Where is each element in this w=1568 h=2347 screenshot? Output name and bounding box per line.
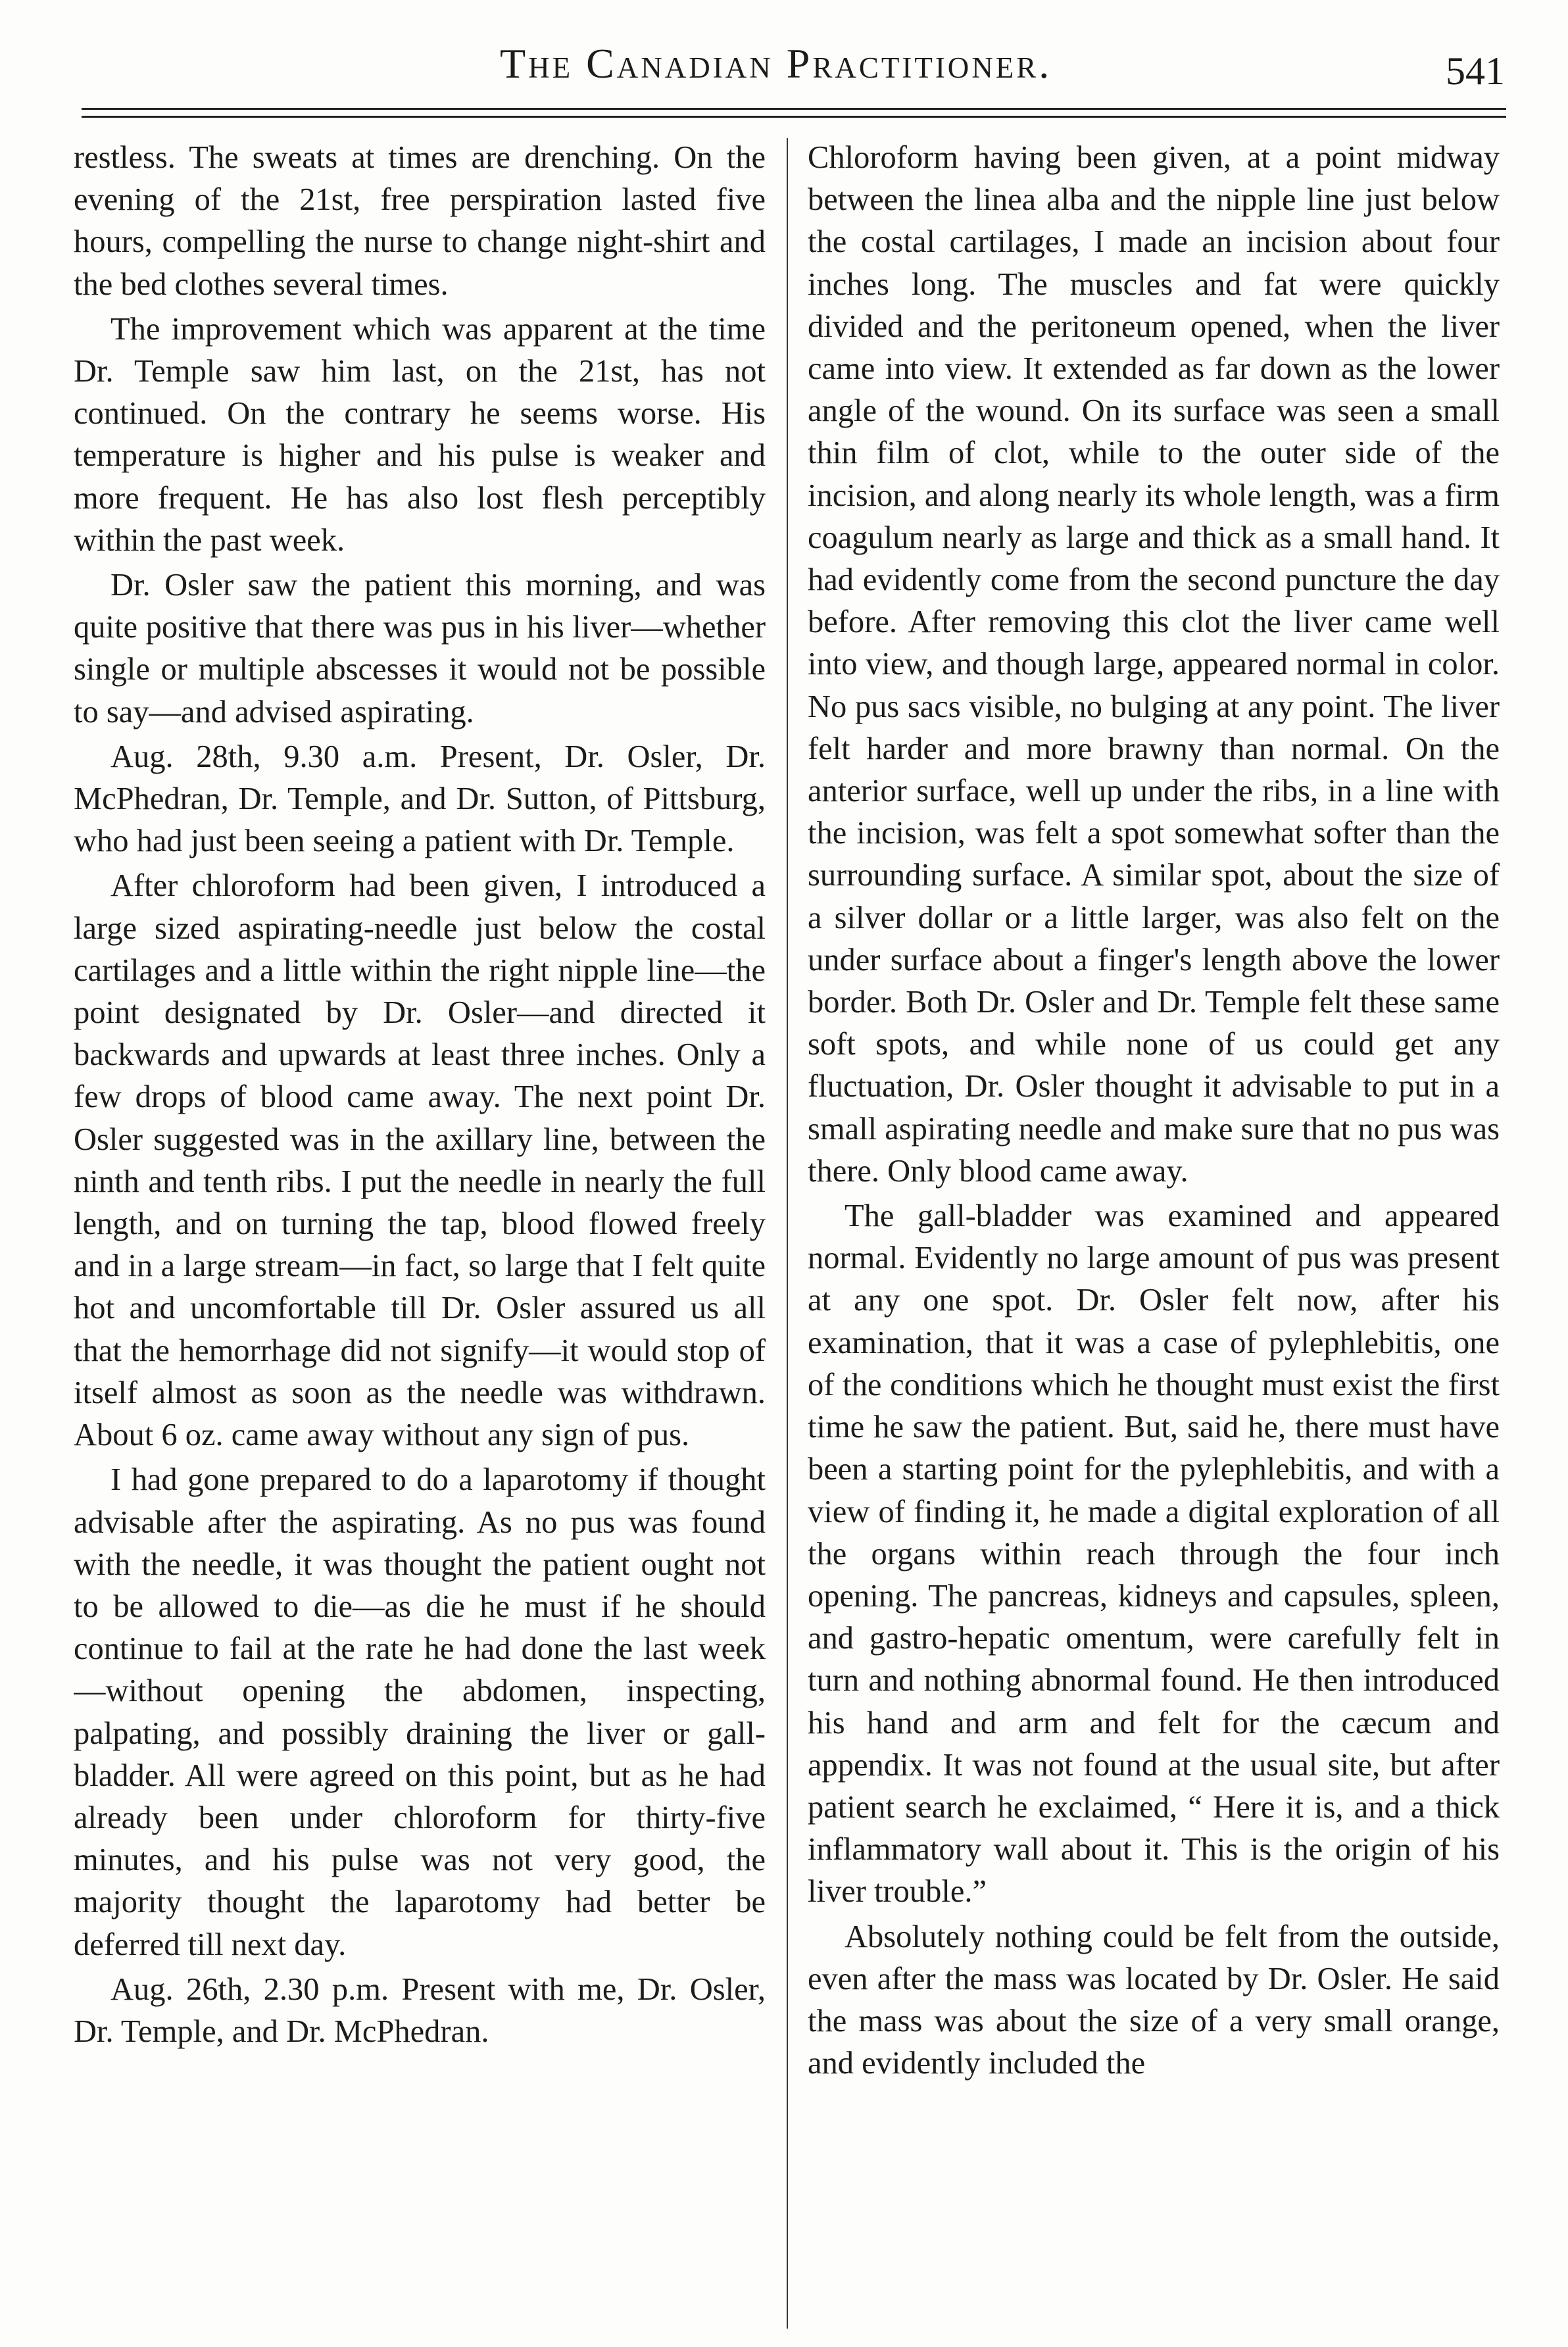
- paragraph: Chloroform having been given, at a point midway between the linea alba and the nipple line just below the costal cartilages, I made an incision about four inches long. The muscles and fat were quickly divided and the peritoneum opened, when the liver came into view. It extended as far down as the lower angle of the wound. On its surface was seen a small thin film of clot, while to the outer side of the incision, and along nearly its whole length, was a firm coagulum nearly as large and thick as a small hand. It had evidently come from the second puncture the day before. After removing this clot the liver came well into view, and though large, appeared normal in color. No pus sacs visible, no bulging at any point. The liver felt harder and more brawny than normal. On the anterior surface, well up under the ribs, in a line with the incision, was felt a spot somewhat softer than the surrounding surface. A similar spot, about the size of a silver dollar or a little larger, was also felt on the under surface about a finger's length above the lower border. Both Dr. Osler and Dr. Temple felt these same soft spots, and while none of us could get any fluctuation, Dr. Osler thought it advisable to put in a small aspirating needle and make sure that no pus was there. Only blood came away.: [808, 140, 1500, 1189]
- paragraph: restless. The sweats at times are drenching. On the evening of the 21st, free perspiration lasted five hours, compelling the nurse to change night-shirt and the bed clothes several times.: [74, 140, 766, 302]
- paragraph: The gall-bladder was examined and appeared normal. Evidently no large amount of pus was present at any one spot. Dr. Osler felt now, after his examination, that it was a case of pylephlebitis, one of the conditions which he thought must exist the first time he saw the patient. But, said he, there must have been a starting point for the pylephlebitis, and with a view of finding it, he made a digital exploration of all the organs within reach through the four inch opening. The pancreas, kidneys and capsules, spleen, and gastro-hepatic omentum, were carefully felt in turn and nothing abnormal found. He then introduced his hand and arm and felt for the cæcum and appendix. It was not found at the usual site, but after patient search he exclaimed, “ Here it is, and a thick inflammatory wall about it. This is the origin of his liver trouble.”: [808, 1198, 1500, 1910]
- header-rule-bottom: [82, 116, 1506, 118]
- paragraph: Dr. Osler saw the patient this morning, and was quite positive that there was pus in his liver—whether single or multiple abscesses it would not be possible to say—and advised aspirating.: [74, 568, 766, 729]
- paragraph: The improvement which was apparent at the time Dr. Temple saw him last, on the 21st, has not continued. On the contrary he seems worse. His temperature is higher and his pulse is weaker and more frequent. He has also lost flesh perceptibly within the past week.: [74, 311, 766, 558]
- paragraph: Aug. 26th, 2.30 p.m. Present with me, Dr. Osler, Dr. Temple, and Dr. McPhedran.: [74, 1971, 766, 2049]
- left-column: [74, 137, 766, 2327]
- column-divider: [787, 138, 788, 2329]
- page-number: 541: [1446, 49, 1505, 93]
- running-head: The Canadian Practitioner.: [500, 40, 1052, 87]
- paragraph: Aug. 28th, 9.30 a.m. Present, Dr. Osler, Dr. McPhedran, Dr. Temple, and Dr. Sutton, of Pittsburg, who had just been seeing a patient with Dr. Temple.: [74, 739, 766, 859]
- header-rule-top: [82, 108, 1506, 110]
- paragraph: After chloroform had been given, I introduced a large sized aspirating-needle just below the costal cartilages and a little within the right nipple line—the point designated by Dr. Osler—and directed it backwards and upwards at least three inches. Only a few drops of blood came away. The next point Dr. Osler suggested was in the axillary line, between the ninth and tenth ribs. I put the needle in nearly the full length, and on turning the tap, blood flowed freely and in a large stream—in fact, so large that I felt quite hot and uncomfortable till Dr. Osler assured us all that the hemorrhage did not signify—it would stop of itself almost as soon as the needle was withdrawn. About 6 oz. came away without any sign of pus.: [74, 868, 766, 1453]
- paragraph: Absolutely nothing could be felt from the outside, even after the mass was located by Dr. Osler. He said the mass was about the size of a very small orange, and evidently included the: [808, 1919, 1500, 2081]
- right-column: [808, 137, 1500, 2327]
- paragraph: I had gone prepared to do a laparotomy if thought advisable after the aspirating. As no pus was found with the needle, it was thought the patient ought not to be allowed to die—as die he must if he should continue to fail at the rate he had done the last week—without opening the abdomen, inspecting, palpating, and possibly draining the liver or gall-bladder. All were agreed on this point, but as he had already been under chloroform for thirty-five minutes, and his pulse was not very good, the majority thought the laparotomy had better be deferred till next day.: [74, 1462, 766, 1962]
